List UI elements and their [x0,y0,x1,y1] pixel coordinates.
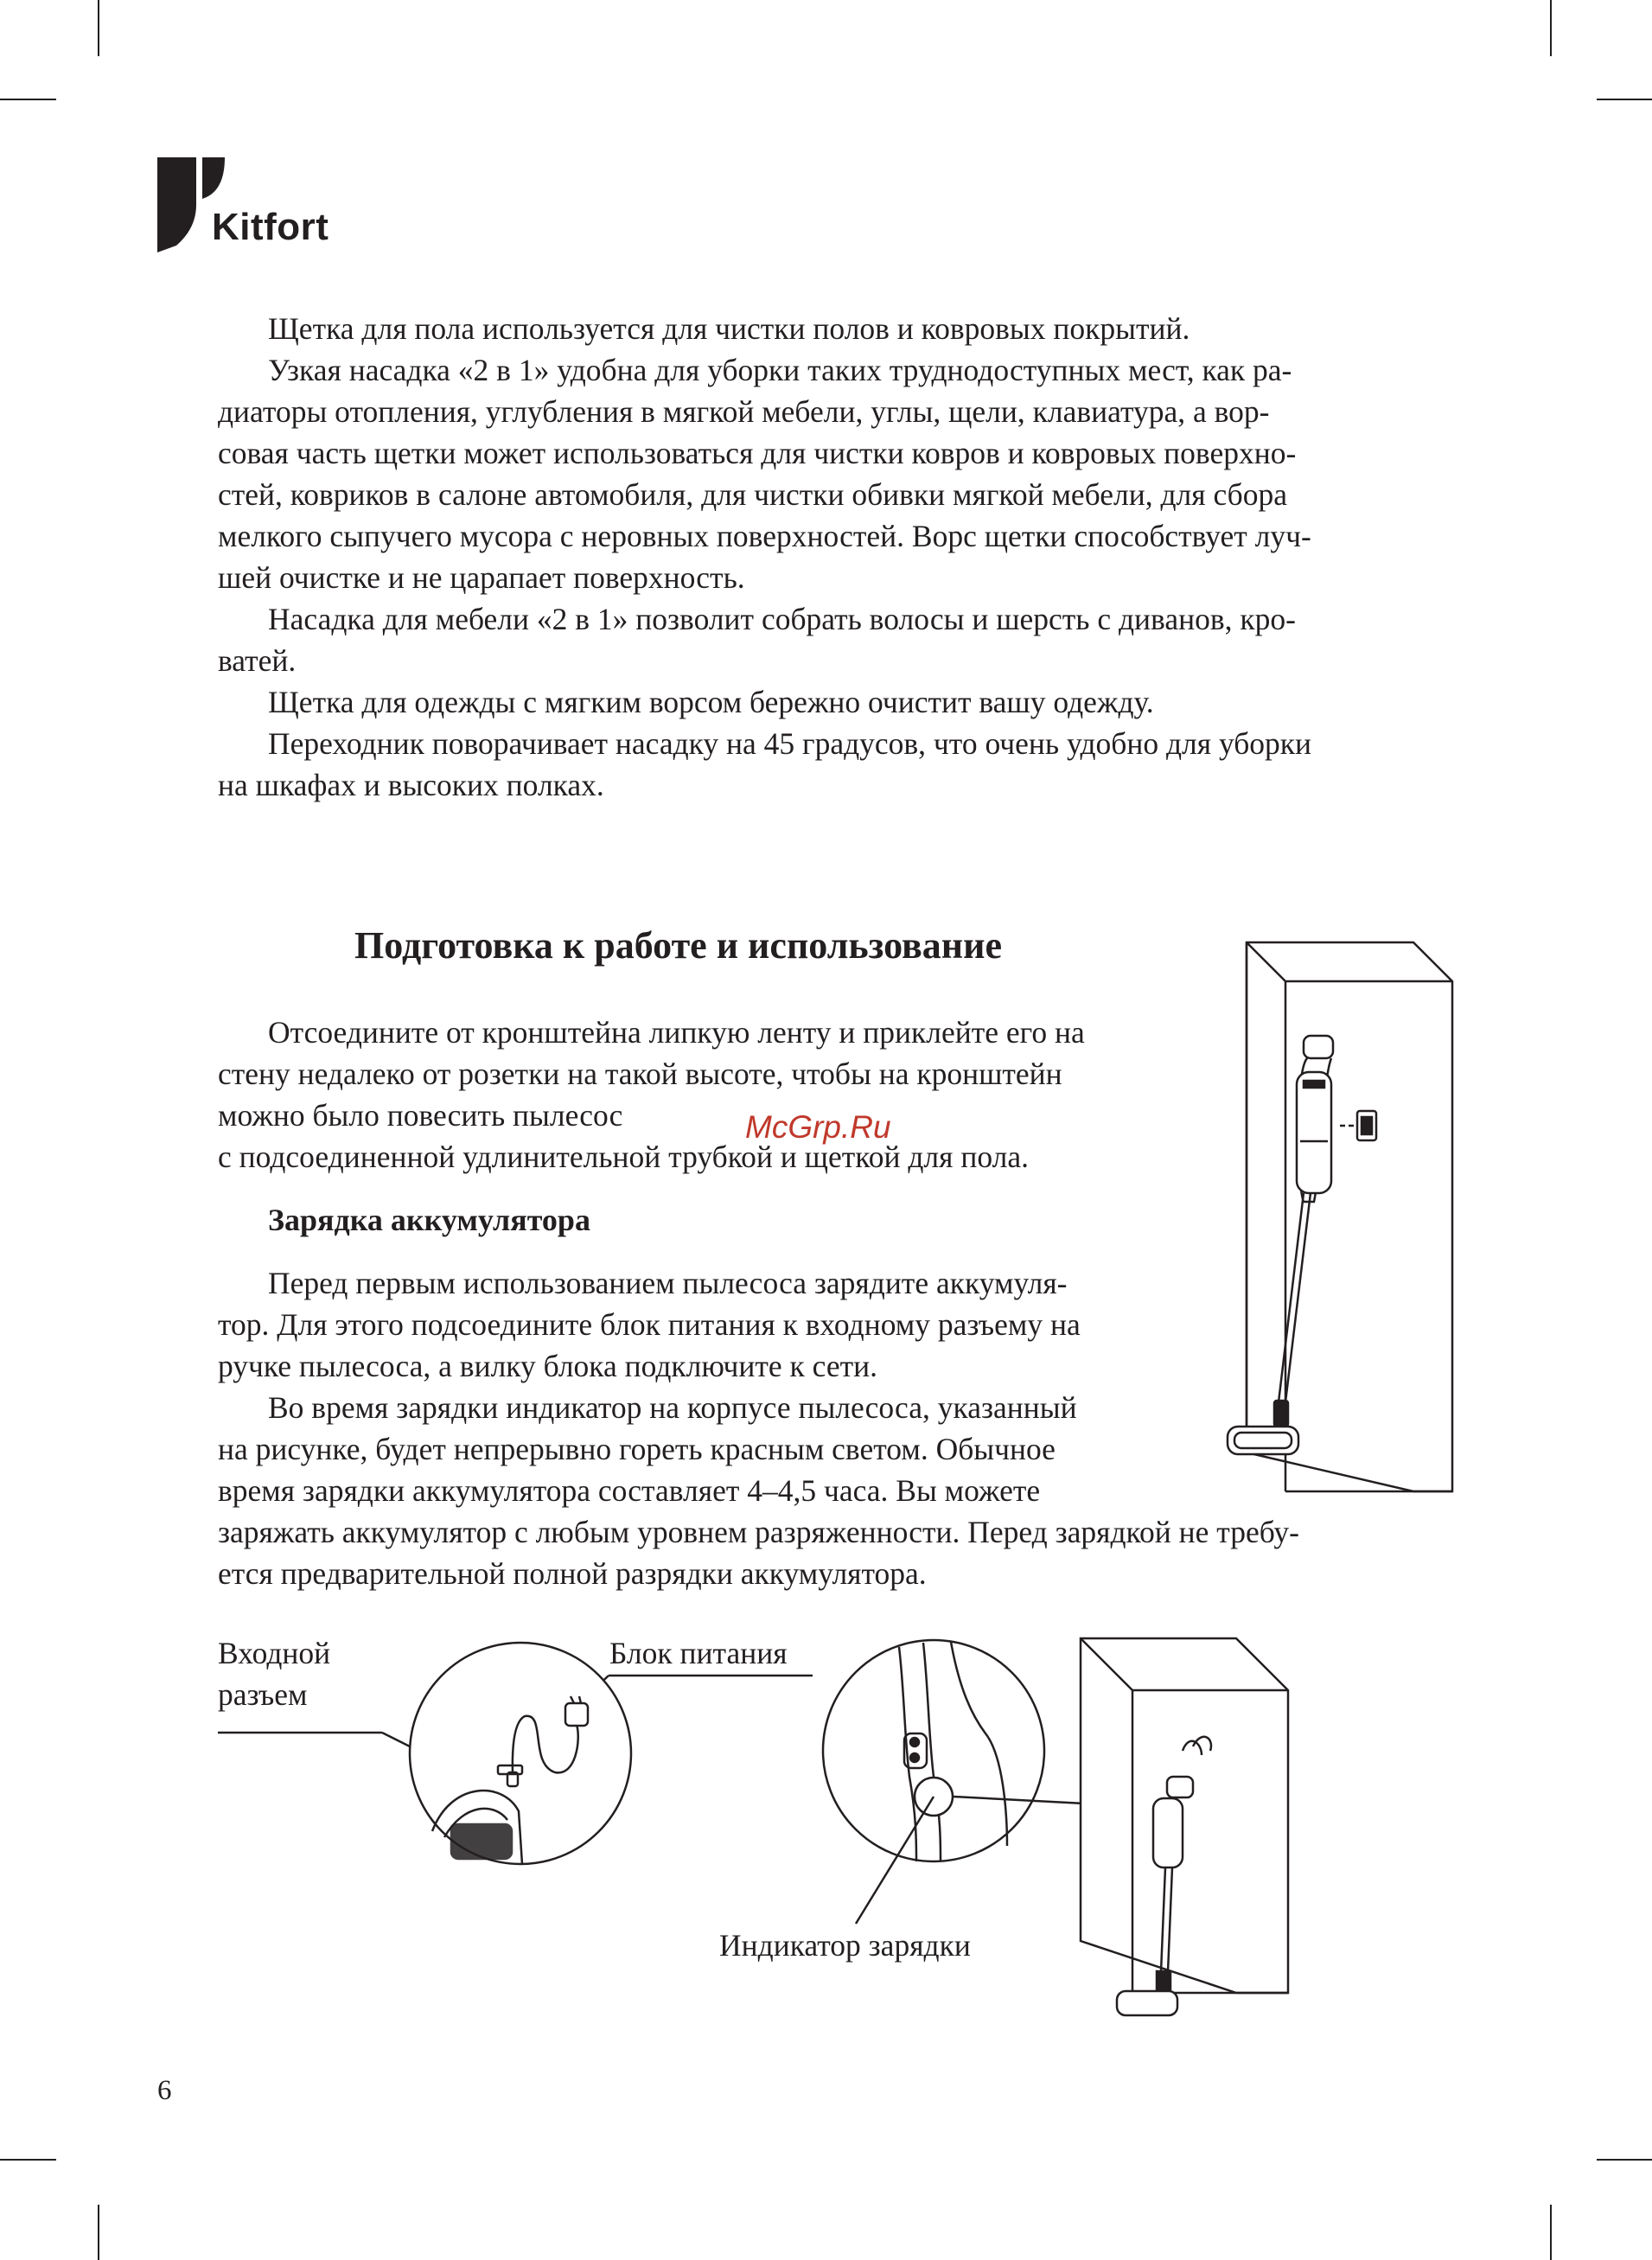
subsection-title: Зарядка аккумулятора [268,1203,590,1237]
text-line: шей очистке и не царапает поверхность. [218,560,745,595]
text-line: время зарядки аккумулятора составляет 4–4,5 часа. Вы можете [218,1473,1041,1508]
wall-mount-illustration [1210,942,1452,1496]
label-input-jack-2: разъем [218,1677,308,1712]
label-input-jack-1: Входной [218,1636,331,1670]
watermark: McGrp.Ru [745,1109,891,1145]
text-line: Щетка для одежды с мягким ворсом бережно очистит вашу одежду. [268,685,1154,719]
text-line: Перед первым использованием пылесоса зарядите аккумуля- [268,1266,1068,1300]
text-line: Узкая насадка «2 в 1» удобна для уборки таких труднодоступных мест, как ра- [268,353,1292,387]
text-line: ручке пылесоса, а вилку блока подключите к сети. [218,1349,878,1383]
text-line: можно было повесить пылесос [218,1098,623,1133]
text-line: ется предварительной полной разрядки аккумулятора. [218,1556,927,1591]
text-line: диаторы отопления, углубления в мягкой мебели, углы, щели, клавиатура, а вор- [218,394,1270,429]
text-line: заряжать аккумулятор с любым уровнем разряженности. Перед зарядкой не требу- [218,1515,1299,1549]
text-line: Отсоедините от кронштейна липкую ленту и приклейте его на [268,1015,1085,1050]
crop-mark [1597,2159,1652,2161]
crop-mark [1550,2205,1552,2260]
text-line: стену недалеко от розетки на такой высоте, чтобы на кронштейн [218,1057,1062,1091]
brand-name: Kitfort [212,206,329,248]
page-number: 6 [157,2075,172,2106]
text-line: тор. Для этого подсоедините блок питания к входному разъему на [218,1307,1081,1342]
text-line: совая часть щетки может использоваться для чистки ковров и ковровых поверхно- [218,436,1297,470]
text-line: Во время зарядки индикатор на корпусе пылесоса, указанный [268,1390,1077,1425]
indicator-detail-illustration [821,1638,1323,2019]
crop-mark [98,2205,99,2260]
crop-mark [98,0,99,56]
crop-mark [1550,0,1552,56]
crop-mark [0,99,56,100]
text-line: стей, ковриков в салоне автомобиля, для чистки обивки мягкой мебели, для сбора [218,477,1287,512]
crop-mark [1597,99,1652,100]
text-line: с подсоединенной удлинительной трубкой и щеткой для пола. [218,1140,1029,1174]
charger-detail-illustration [218,1643,840,1867]
text-line: Насадка для мебели «2 в 1» позволит собрать волосы и шерсть с диванов, кро- [268,602,1296,636]
label-charge-indicator: Индикатор зарядки [719,1928,971,1963]
text-line: на шкафах и высоких полках. [218,768,604,802]
text-line: Переходник поворачивает насадку на 45 градусов, что очень удобно для уборки [268,726,1312,761]
label-power-adapter: Блок питания [609,1636,788,1670]
section-title: Подготовка к работе и использование [354,924,1002,967]
text-line: Щетка для пола используется для чистки полов и ковровых покрытий. [268,311,1190,346]
text-line: ватей. [218,643,297,678]
text-line: на рисунке, будет непрерывно гореть красным светом. Обычное [218,1432,1056,1466]
text-line: мелкого сыпучего мусора с неровных поверхностей. Ворс щетки способствует луч- [218,519,1311,553]
crop-mark [0,2159,56,2161]
